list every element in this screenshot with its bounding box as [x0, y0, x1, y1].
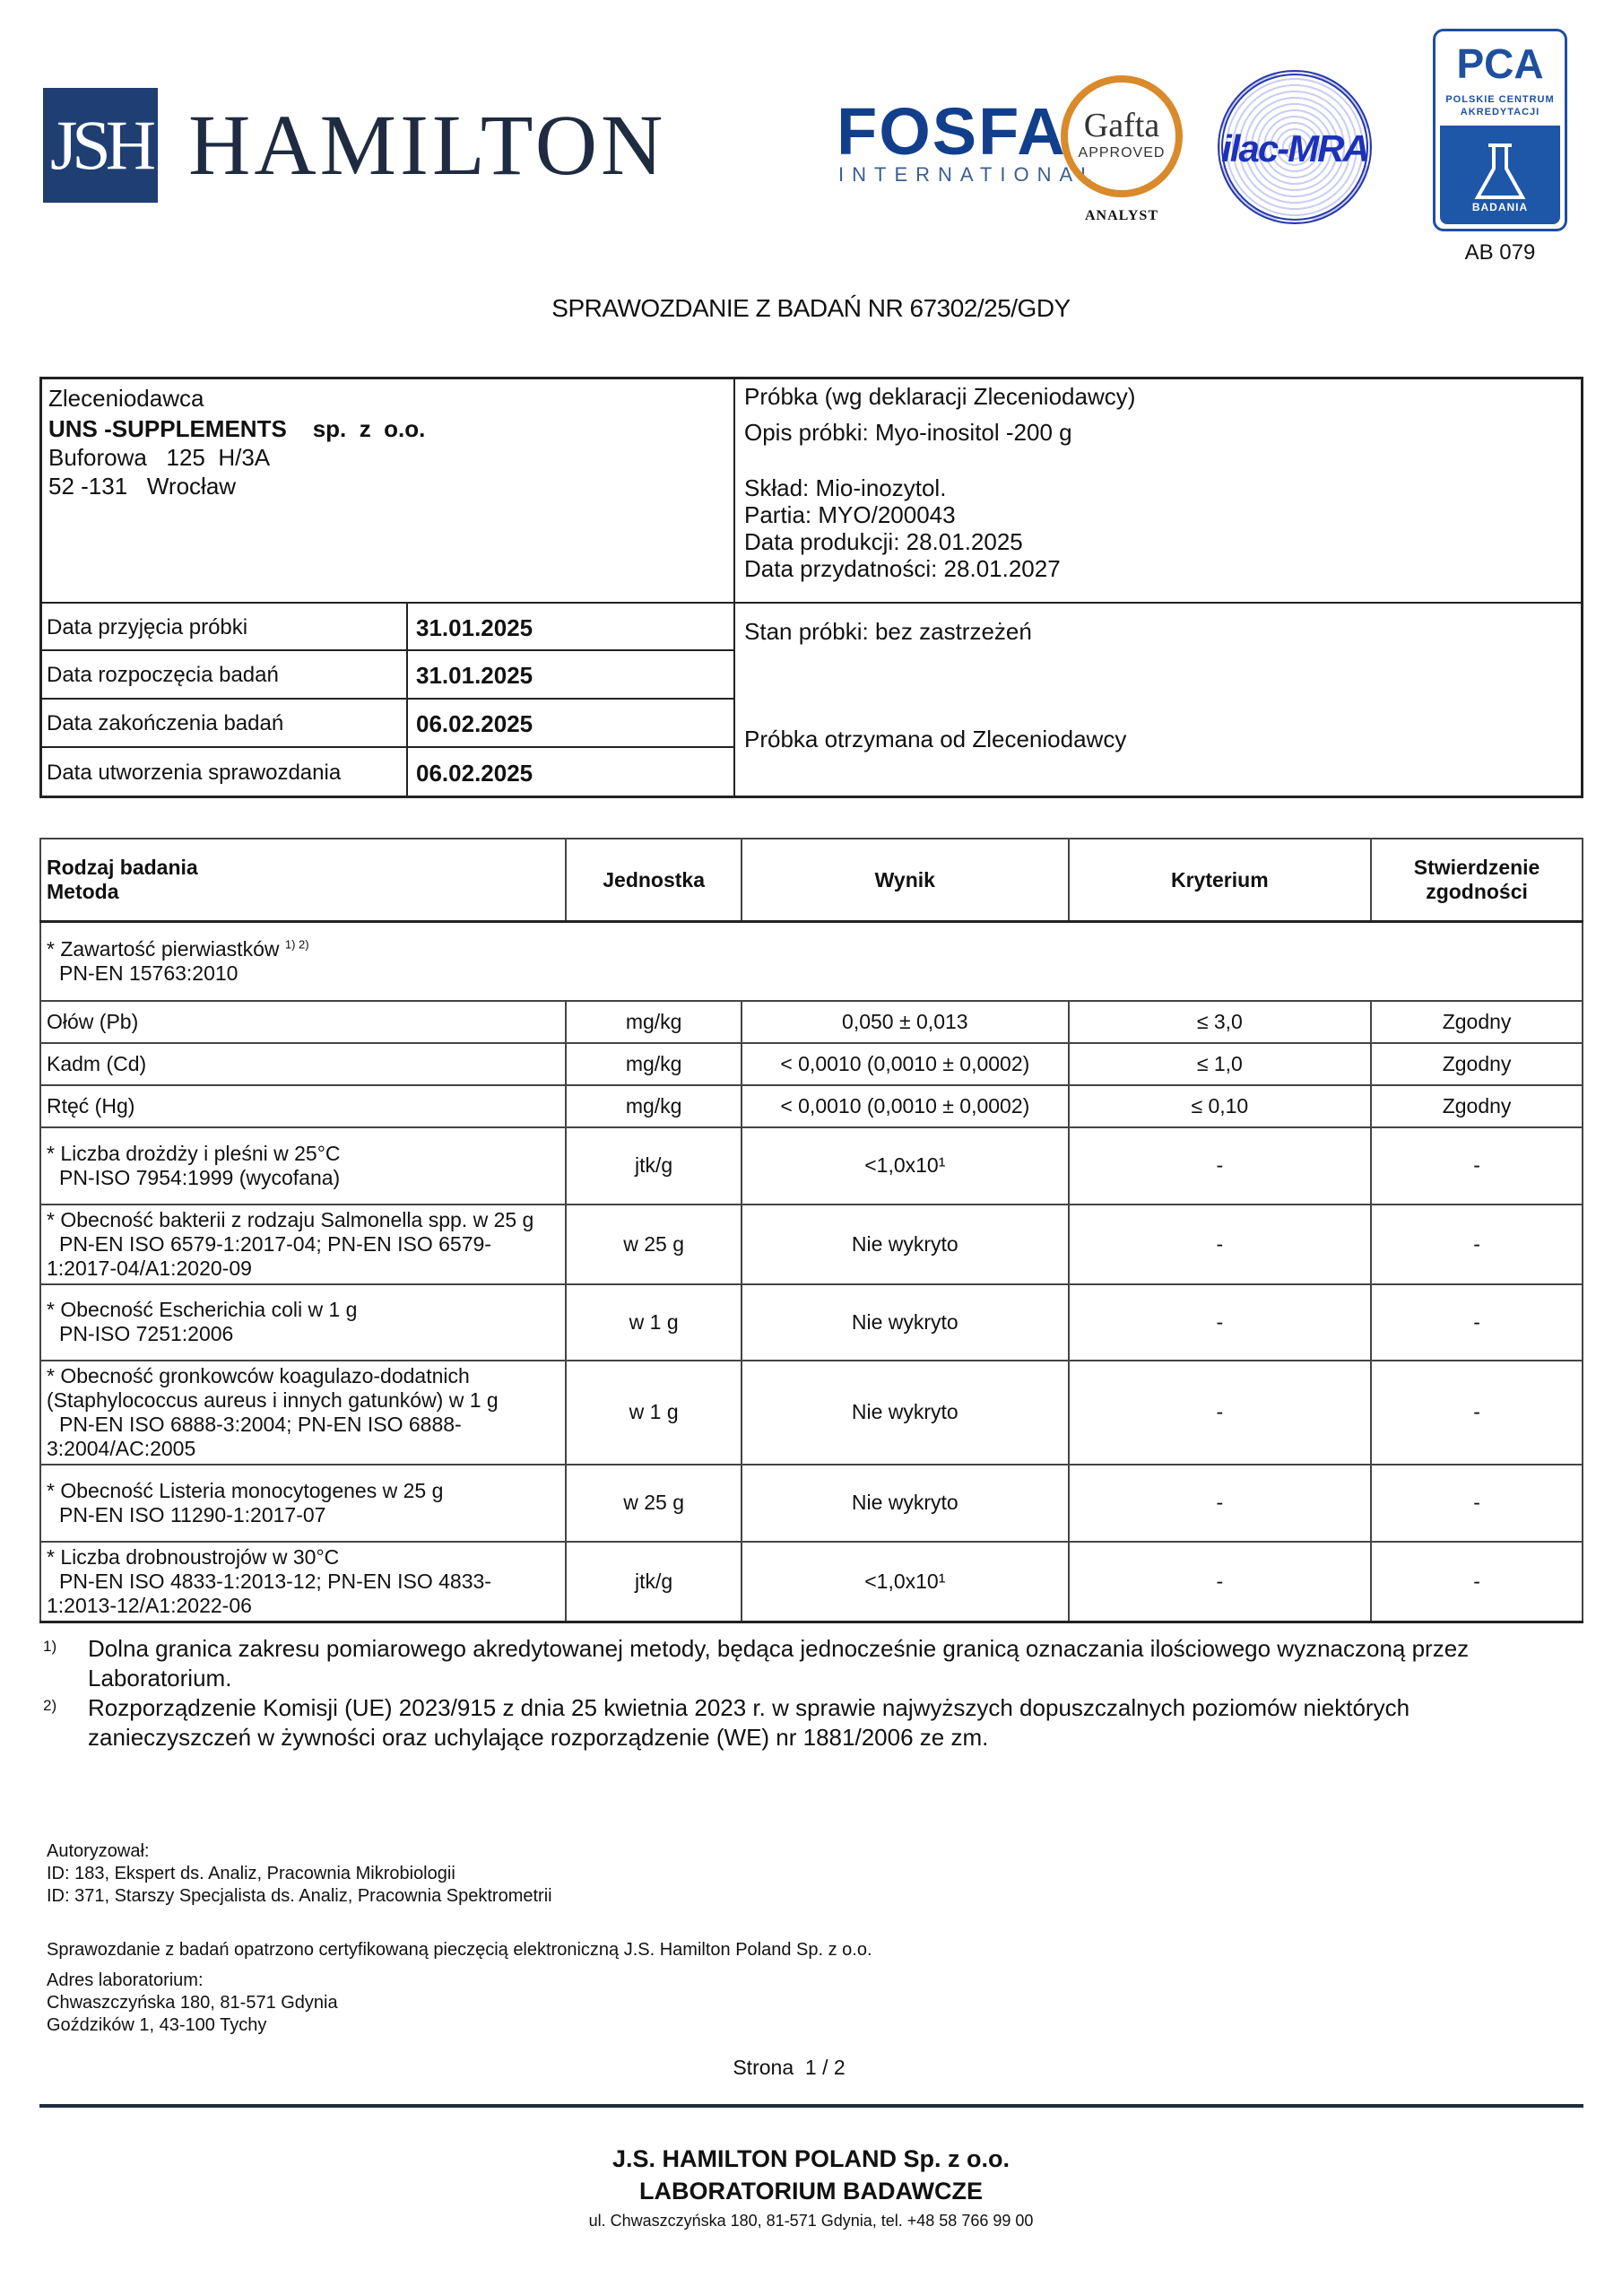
row-criterion: -	[1069, 1542, 1372, 1622]
row-name: * Obecność Escherichia coli w 1 g	[47, 1298, 358, 1321]
gafta-analyst: ANALYST	[1085, 208, 1158, 223]
group-cell	[40, 922, 1583, 1001]
row-criterion: ≤ 3,0	[1069, 1001, 1372, 1043]
row-unit: mg/kg	[566, 1001, 742, 1043]
table-row	[40, 1542, 1583, 1622]
row-name-cell	[40, 1127, 566, 1205]
footnote-text	[88, 1693, 1576, 1752]
hamilton-logo-name: HAMILTON	[188, 97, 667, 193]
divider	[39, 698, 733, 700]
row-name: * Obecność gronkowców koagulazo-dodatnich	[47, 1363, 470, 1387]
sample-expiry-date: Data przydatności: 28.01.2027	[744, 555, 1061, 582]
row-name: * Liczba drożdży i pleśni w 25°C	[47, 1141, 341, 1165]
header-compliance-2: zgodności	[1426, 880, 1528, 903]
row-result: <1,0x10¹	[742, 1542, 1068, 1622]
date-label: Data rozpoczęcia badań	[47, 663, 279, 687]
lab-address-block	[47, 1970, 338, 2037]
table-row	[40, 1205, 1583, 1284]
client-name: UNS -SUPPLEMENTS sp. z o.o.	[48, 415, 426, 442]
gafta-approved: APPROVED	[1078, 145, 1166, 161]
table-row	[40, 1361, 1583, 1465]
divider	[39, 602, 1583, 604]
authorization-line: ID: 371, Starszy Specjalista ds. Analiz, Pracownia Spektrometrii	[47, 1886, 552, 1906]
header-type-method	[40, 839, 566, 922]
group-method: PN-EN 15763:2010	[59, 961, 239, 985]
header-compliance-1: Stwierdzenie	[1413, 856, 1540, 879]
row-name-cell	[40, 1465, 566, 1542]
row-result: Nie wykryto	[742, 1284, 1068, 1361]
row-compliance: Zgodny	[1371, 1043, 1583, 1085]
divider	[39, 649, 733, 651]
row-criterion: -	[1069, 1284, 1372, 1361]
row-criterion: -	[1069, 1465, 1372, 1542]
row-name: * Obecność bakterii z rodzaju Salmonella spp. w 25 g	[47, 1207, 534, 1231]
row-method: PN-ISO 7954:1999 (wycofana)	[59, 1165, 341, 1189]
row-method: PN-EN ISO 6888-3:2004; PN-EN ISO 6888-	[59, 1412, 462, 1436]
row-method: PN-EN ISO 4833-1:2013-12; PN-EN ISO 4833-	[59, 1569, 491, 1593]
table-row	[40, 1284, 1583, 1361]
date-value: 06.02.2025	[416, 710, 533, 737]
sample-production-date: Data produkcji: 28.01.2025	[744, 528, 1023, 555]
row-unit: w 25 g	[566, 1465, 742, 1542]
fosfa-logo-sub: INTERNATIONAL	[838, 163, 1100, 186]
accreditation-number: AB 079	[1464, 240, 1536, 265]
gafta-logo: Gafta	[1083, 107, 1160, 144]
authorization-block	[47, 1840, 552, 1908]
row-unit: w 25 g	[566, 1205, 742, 1284]
divider	[39, 746, 733, 748]
row-criterion: -	[1069, 1205, 1372, 1284]
company-division: LABORATORIUM BADAWCZE	[639, 2178, 983, 2205]
table-row	[40, 1043, 1583, 1085]
row-compliance: -	[1371, 1542, 1583, 1622]
row-compliance: -	[1371, 1465, 1583, 1542]
footnote-mark: 1)	[43, 1638, 57, 1655]
row-result: < 0,0010 (0,0010 ± 0,0002)	[742, 1043, 1068, 1085]
sample-batch: Partia: MYO/200043	[744, 501, 956, 528]
row-name-cell	[40, 1284, 566, 1361]
row-method: PN-EN ISO 11290-1:2017-07	[59, 1502, 326, 1526]
table-row	[40, 1001, 1583, 1043]
date-value: 31.01.2025	[416, 614, 533, 641]
table-row	[40, 1127, 1583, 1205]
row-unit: mg/kg	[566, 1085, 742, 1127]
footnote-line: Dolna granica zakresu pomiarowego akredytowanej metody, będąca jednocześnie granicą oznaczania ilościowego wyznaczoną przez	[88, 1635, 1470, 1662]
footnote-text	[88, 1634, 1576, 1693]
client-street: Buforowa 125 H/3A	[48, 444, 271, 471]
row-unit: jtk/g	[566, 1542, 742, 1622]
fosfa-logo: FOSFA	[837, 94, 1067, 169]
sample-composition: Skład: Mio-inozytol.	[744, 474, 947, 501]
row-result: 0,050 ± 0,013	[742, 1001, 1068, 1043]
row-criterion: ≤ 0,10	[1069, 1085, 1372, 1127]
table-group-row	[40, 922, 1583, 1001]
sample-heading: Próbka (wg deklaracji Zleceniodawcy)	[744, 383, 1136, 410]
sample-origin: Próbka otrzymana od Zleceniodawcy	[744, 726, 1127, 752]
page-number: Strona 1 / 2	[733, 2056, 846, 2079]
footnote-mark: 2)	[43, 1697, 57, 1714]
authorization-line: ID: 183, Ekspert ds. Analiz, Pracownia Mikrobiologii	[47, 1864, 455, 1883]
header-result: Wynik	[742, 839, 1068, 922]
row-method-cont: 1:2013-12/A1:2022-06	[47, 1593, 252, 1617]
row-name-cell	[40, 1361, 566, 1465]
sample-description: Opis próbki: Myo-inositol -200 g	[744, 419, 1072, 446]
header-criterion: Kryterium	[1069, 839, 1372, 922]
row-result: Nie wykryto	[742, 1465, 1068, 1542]
row-name: Kadm (Cd)	[40, 1043, 566, 1085]
row-name-cell	[40, 1542, 566, 1622]
lab-address-line: Goździków 1, 43-100 Tychy	[47, 2015, 267, 2035]
results-table	[39, 838, 1583, 1623]
pca-badania: BADANIA	[1471, 201, 1529, 213]
date-label: Data przyjęcia próbki	[47, 615, 248, 639]
table-row	[40, 1085, 1583, 1127]
row-compliance: -	[1371, 1205, 1583, 1284]
row-unit: w 1 g	[566, 1284, 742, 1361]
row-method-cont: 1:2017-04/A1:2020-09	[47, 1256, 252, 1280]
row-method-cont: 3:2004/AC:2005	[47, 1436, 196, 1460]
header-compliance	[1371, 839, 1583, 922]
row-compliance: -	[1371, 1361, 1583, 1465]
row-compliance: Zgodny	[1371, 1001, 1583, 1043]
row-name: * Obecność Listeria monocytogenes w 25 g	[47, 1478, 444, 1502]
company-contact: ul. Chwaszczyńska 180, 81-571 Gdynia, tel. +48 58 766 99 00	[588, 2212, 1034, 2230]
divider	[733, 377, 735, 798]
row-name-cell	[40, 1205, 566, 1284]
date-value: 06.02.2025	[416, 760, 533, 787]
row-unit: jtk/g	[566, 1127, 742, 1205]
sample-condition: Stan próbki: bez zastrzeżeń	[744, 618, 1032, 645]
client-city: 52 -131 Wrocław	[48, 473, 237, 500]
date-label: Data zakończenia badań	[47, 711, 284, 735]
lab-address-line: Chwaszczyńska 180, 81-571 Gdynia	[47, 1993, 338, 2013]
header-unit: Jednostka	[566, 839, 742, 922]
pca-logo-sub: POLSKIE CENTRUM AKREDYTACJI	[1445, 94, 1555, 117]
pca-logo: PCA	[1456, 40, 1544, 87]
footnote-line: Laboratorium.	[88, 1665, 232, 1692]
authorization-heading: Autoryzował:	[47, 1841, 150, 1861]
group-footnote-ref: 1) 2)	[284, 937, 309, 952]
row-name-cont: (Staphylococcus aureus i innych gatunków) w 1 g	[47, 1387, 499, 1412]
row-result: Nie wykryto	[742, 1205, 1068, 1284]
footnote-line: Rozporządzenie Komisji (UE) 2023/915 z dnia 25 kwietnia 2023 r. w sprawie najwyższych dopuszczalnych poziomów niektórych	[88, 1694, 1410, 1721]
lab-address-heading: Adres laboratorium:	[47, 1970, 204, 1990]
row-unit: mg/kg	[566, 1043, 742, 1085]
header-type: Rodzaj badania	[47, 856, 198, 879]
row-result: Nie wykryto	[742, 1361, 1068, 1465]
row-unit: w 1 g	[566, 1361, 742, 1465]
row-result: <1,0x10¹	[742, 1127, 1068, 1205]
row-name: * Liczba drobnoustrojów w 30°C	[47, 1544, 340, 1569]
date-value: 31.01.2025	[416, 662, 533, 689]
row-criterion: ≤ 1,0	[1069, 1043, 1372, 1085]
row-compliance: -	[1371, 1127, 1583, 1205]
report-title: SPRAWOZDANIE Z BADAŃ NR 67302/25/GDY	[551, 294, 1071, 322]
row-method: PN-ISO 7251:2006	[59, 1322, 234, 1345]
row-result: < 0,0010 (0,0010 ± 0,0002)	[742, 1085, 1068, 1127]
divider	[406, 602, 408, 798]
row-compliance: Zgodny	[1371, 1085, 1583, 1127]
row-compliance: -	[1371, 1284, 1583, 1361]
row-name: Rtęć (Hg)	[40, 1085, 566, 1127]
row-method: PN-EN ISO 6579-1:2017-04; PN-EN ISO 6579-	[59, 1231, 491, 1256]
hamilton-logo-mark: JSH	[43, 88, 158, 203]
footnote-line: zanieczyszczeń w żywności oraz uchylające rozporządzenie (WE) nr 1881/2006 ze zm.	[88, 1724, 989, 1751]
row-criterion: -	[1069, 1127, 1372, 1205]
group-label: * Zawartość pierwiastków	[47, 936, 280, 961]
table-row	[40, 1465, 1583, 1542]
footer-rule	[39, 2104, 1583, 2108]
client-heading: Zleceniodawca	[48, 385, 204, 412]
company-name: J.S. HAMILTON POLAND Sp. z o.o.	[612, 2145, 1010, 2172]
row-name: Ołów (Pb)	[40, 1001, 566, 1043]
date-label: Data utworzenia sprawozdania	[47, 761, 342, 785]
seal-note: Sprawozdanie z badań opatrzono certyfikowaną pieczęcią elektroniczną J.S. Hamilton Poland Sp. z o.o.	[47, 1940, 872, 1960]
ilac-mra-logo: ilac-MRA	[1221, 127, 1368, 170]
row-criterion: -	[1069, 1361, 1372, 1465]
table-header-row	[40, 839, 1583, 922]
header-method: Metoda	[47, 880, 119, 903]
